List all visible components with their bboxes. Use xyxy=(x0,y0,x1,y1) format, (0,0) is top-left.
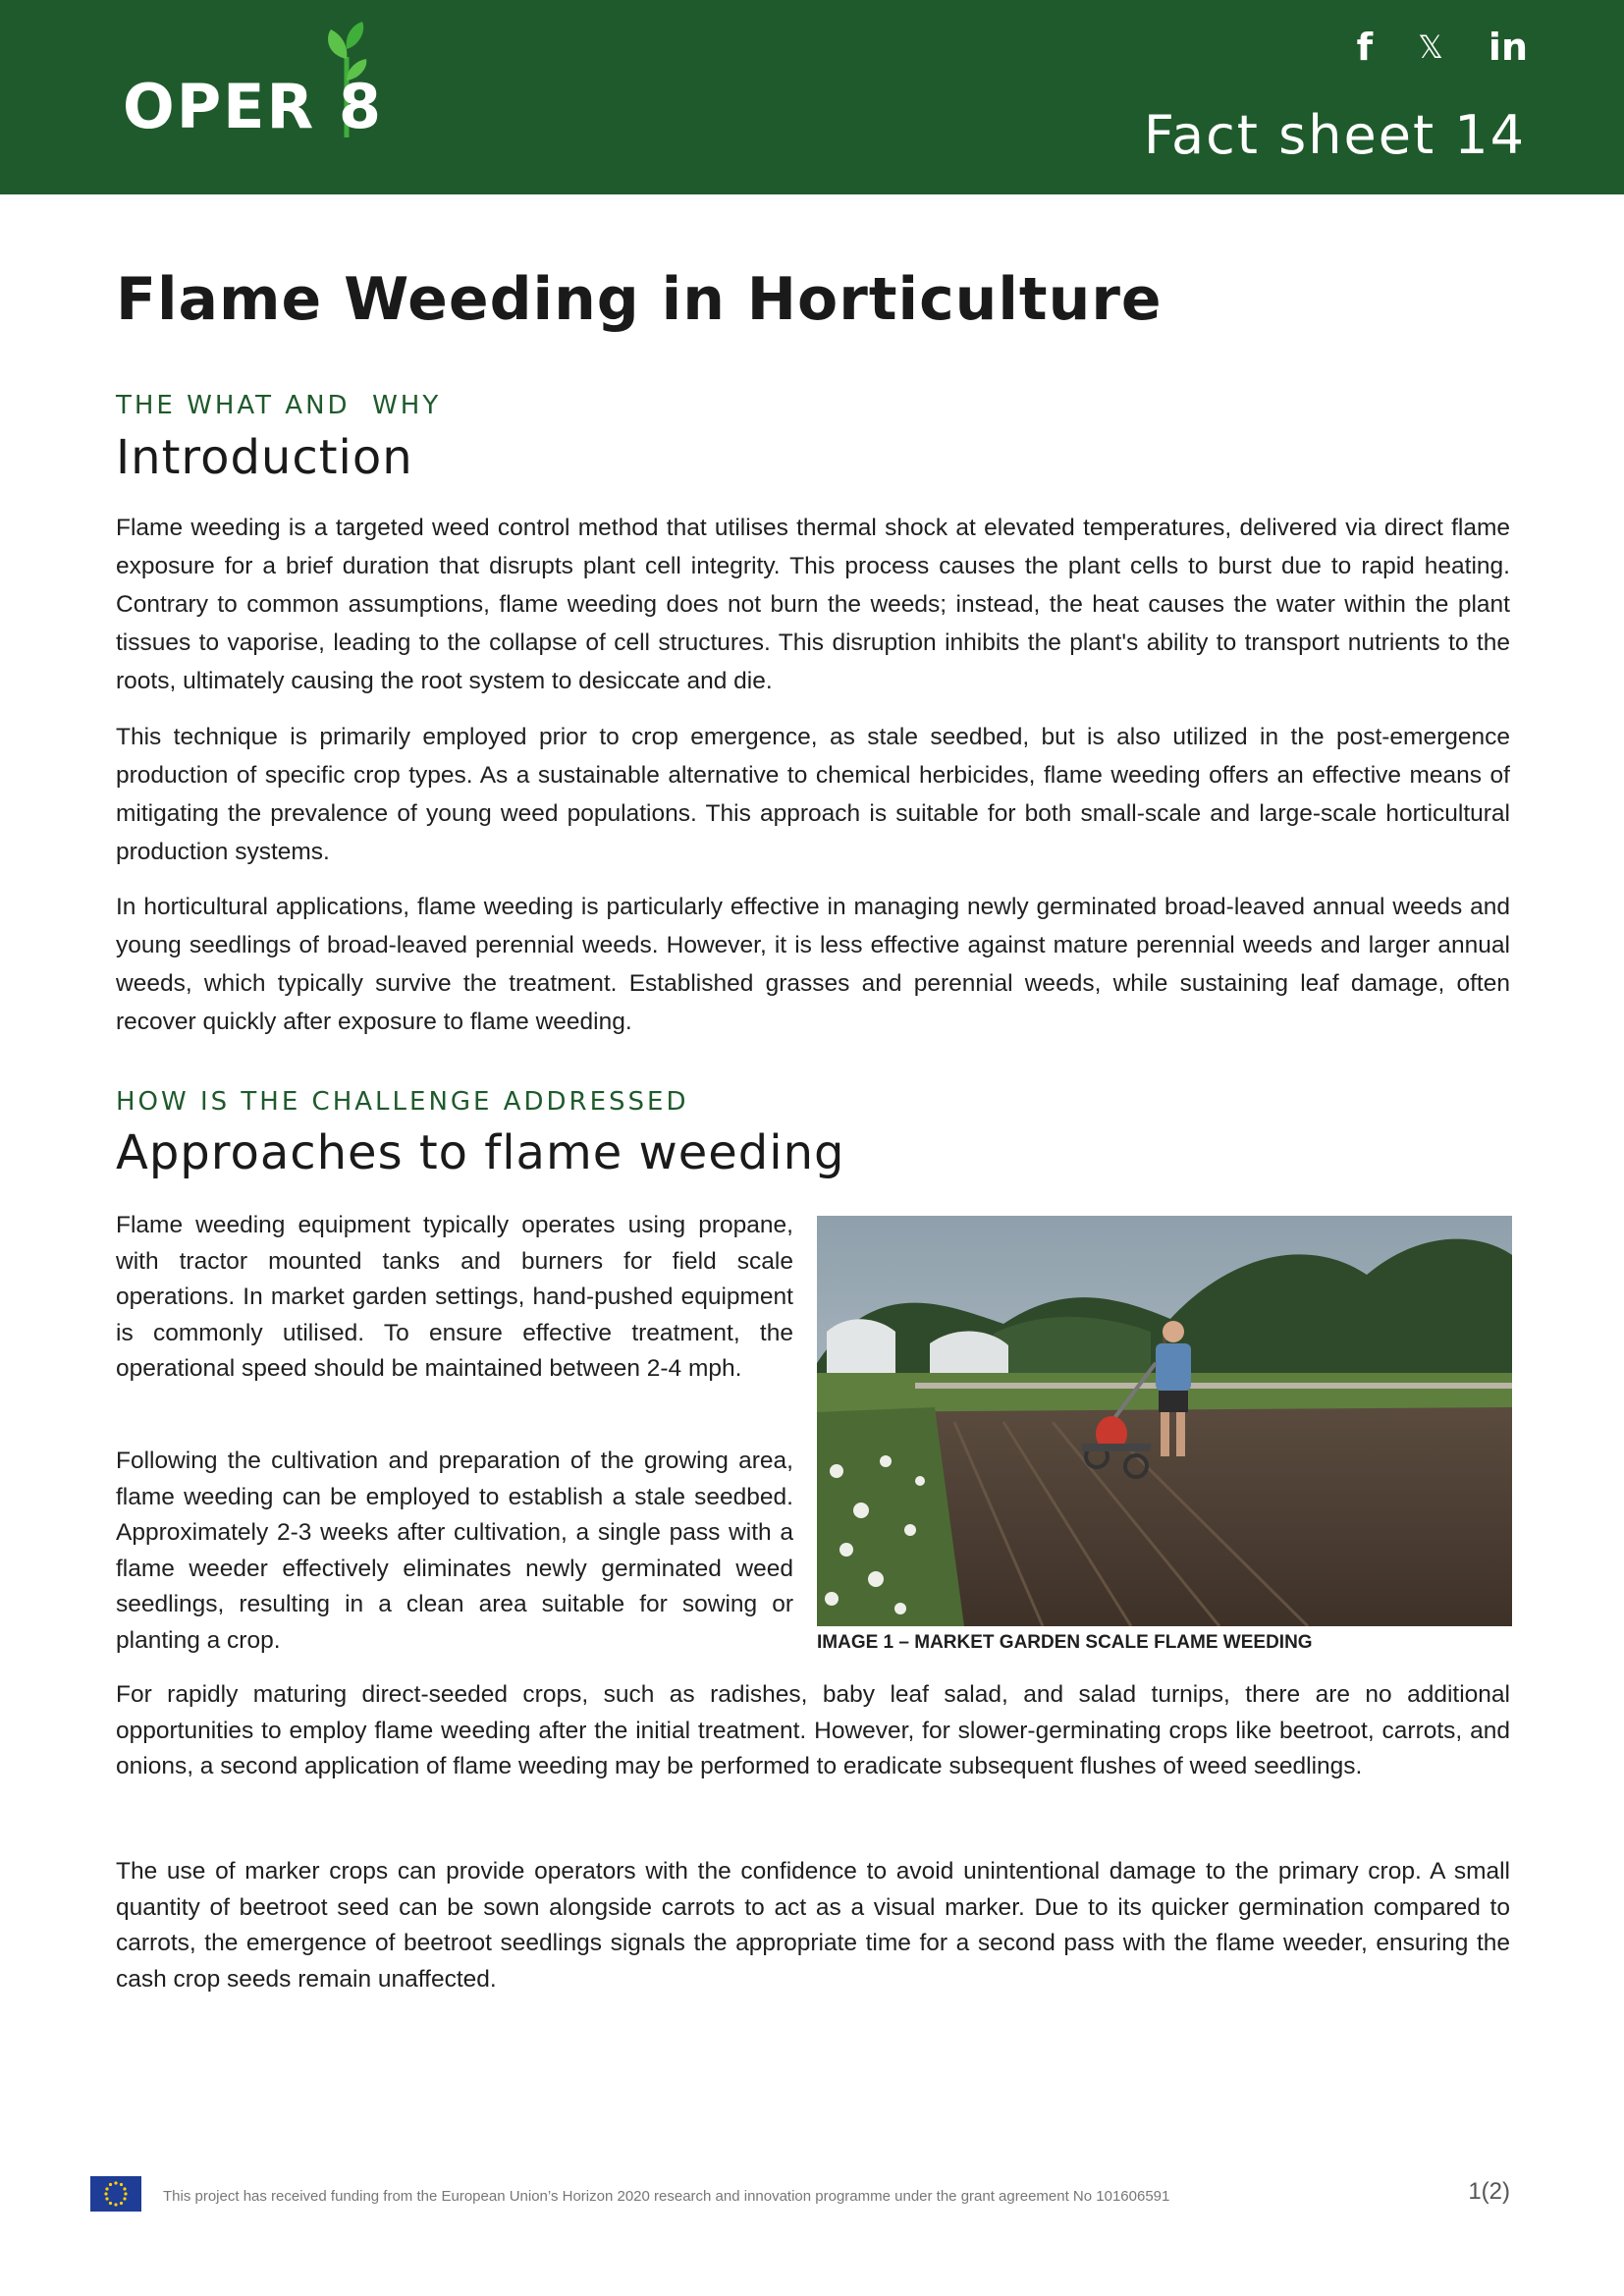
market-garden-flame-weeding-photo xyxy=(817,1216,1512,1626)
section-kicker-challenge: HOW IS THE CHALLENGE ADDRESSED xyxy=(116,1087,689,1117)
page-number: 1(2) xyxy=(1468,2178,1510,2205)
logo-text: OPER 8 xyxy=(123,71,383,142)
social-links xyxy=(1357,26,1528,69)
heading-approaches: Approaches to flame weeding xyxy=(116,1125,845,1180)
eu-flag-icon xyxy=(90,2176,141,2212)
funding-statement: This project has received funding from the European Union’s Horizon 2020 research and innovation programme under the grant agreement No 101606591 xyxy=(163,2188,1170,2205)
intro-paragraph-1: Flame weeding is a targeted weed control method that utilises thermal shock at elevated temperatures, delivered via direct flame exposure for a brief duration that disrupts plant cell integrity. This process causes the plant cells to burst due to rapid heating. Contrary to common assumptions, flame weeding does not burn the weeds; instead, the heat causes the water within the plant tissues to vaporise, leading to the collapse of cell structures. This disruption inhibits the plant's ability to transport nutrients to the roots, ultimately causing the root system to desiccate and die. xyxy=(116,515,1510,694)
heading-introduction: Introduction xyxy=(116,430,413,485)
intro-paragraph-3: In horticultural applications, flame weeding is particularly effective in managing newly germinated broad-leaved annual weeds and young seedlings of broad-leaved perennial weeds. However, it is less effective against mature perennial weeds and larger annual weeds, which typically survive the treatment. Established grasses and perennial weeds, while sustaining leaf damage, often recover quickly after exposure to flame weeding. xyxy=(116,894,1510,1035)
oper8-logo xyxy=(123,20,407,147)
intro-paragraph-2: This technique is primarily employed prior to crop emergence, as stale seedbed, but is also utilized in the post-emergence production of specific crop types. As a sustainable alternative to chemical herbicides, flame weeding offers an effective means of mitigating the prevalence of young weed populations. This approach is suitable for both small-scale and large-scale horticultural production systems. xyxy=(116,724,1510,865)
facebook-icon[interactable]: f xyxy=(1356,26,1374,69)
image-caption: IMAGE 1 – MARKET GARDEN SCALE FLAME WEEDING xyxy=(817,1632,1313,1653)
approach-paragraph-4: The use of marker crops can provide operators with the confidence to avoid unintentional damage to the primary crop. A small quantity of beetroot seed can be sown alongside carrots to act as a visual marker. Due to its quicker germination compared to carrots, the emergence of beetroot seedlings signals the appropriate time for a second pass with the flame weeder, ensuring the cash crop seeds remain unaffected. xyxy=(116,1858,1510,1993)
x-twitter-icon[interactable]: 𝕏 xyxy=(1418,28,1443,66)
approach-paragraph-2: Following the cultivation and preparation of the growing area, flame weeding can be employed to establish a stale seedbed. Approximately 2-3 weeks after cultivation, a single pass with a flame weeder effectively eliminates newly germinated weed seedlings, resulting in a clean area suitable for sowing or planting a crop. xyxy=(116,1448,793,1654)
header-banner xyxy=(0,0,1624,194)
fact-sheet-label: Fact sheet 14 xyxy=(1143,104,1526,166)
page-title: Flame Weeding in Horticulture xyxy=(116,265,1163,334)
section-kicker-what-why: THE WHAT AND WHY xyxy=(116,391,442,420)
linkedin-icon[interactable]: in xyxy=(1488,26,1528,69)
approach-paragraph-1: Flame weeding equipment typically operates using propane, with tractor mounted tanks and burners for field scale operations. In market garden settings, hand-pushed equipment is commonly utilised. To ensure effective treatment, the operational speed should be maintained between 2-4 mph. xyxy=(116,1212,793,1382)
approach-paragraph-3: For rapidly maturing direct-seeded crops, such as radishes, baby leaf salad, and salad turnips, there are no additional opportunities to employ flame weeding after the initial treatment. However, for slower-germinating crops like beetroot, carrots, and onions, a second application of flame weeding may be performed to eradicate subsequent flushes of weed seedlings. xyxy=(116,1681,1510,1779)
